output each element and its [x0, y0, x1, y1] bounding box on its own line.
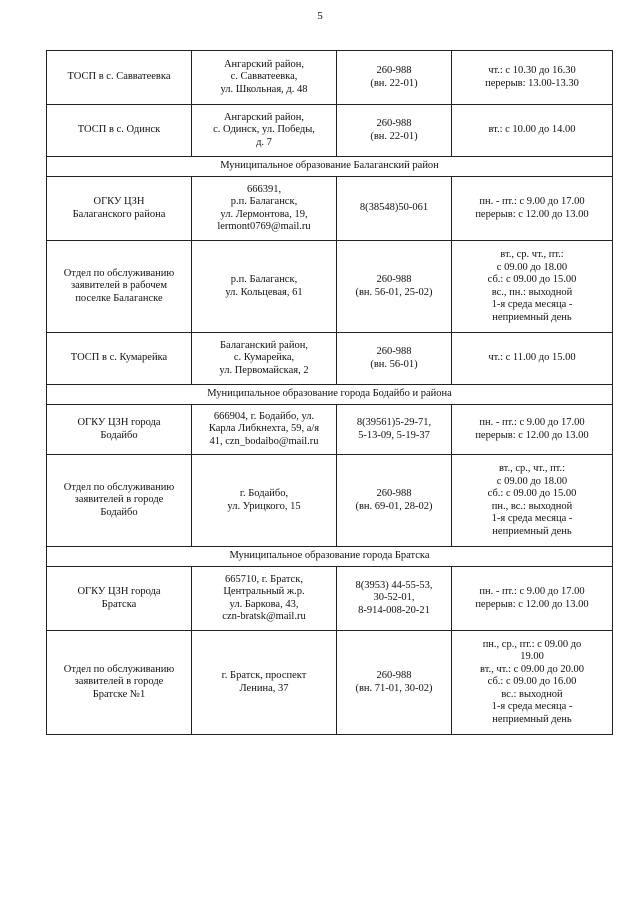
address-cell: р.п. Балаганск, ул. Кольцевая, 61: [192, 241, 337, 333]
section-row: [47, 385, 613, 405]
office-name-cell: Отдел по обслуживанию заявителей в городе Братске №1: [47, 631, 192, 735]
office-name-cell: ОГКУ ЦЗН города Братска: [47, 567, 192, 631]
phone-cell: 260-988 (вн. 71-01, 30-02): [337, 631, 452, 735]
address-cell: Ангарский район, с. Савватеевка, ул. Школьная, д. 48: [192, 51, 337, 105]
hours-cell: вт., ср., чт., пт.: с 09.00 до 18.00 сб.: с 09.00 до 15.00 пн., вс.: выходной 1-я среда месяца - неприемный день: [452, 455, 613, 547]
section-title: Муниципальное образование города Бодайбо и района: [47, 385, 613, 405]
office-name-cell: ОГКУ ЦЗН города Бодайбо: [47, 405, 192, 455]
table-row: [47, 333, 613, 385]
section-title: Муниципальное образование города Братска: [47, 547, 613, 567]
section-row: [47, 157, 613, 177]
office-name-cell: ТОСП в с. Савватеевка: [47, 51, 192, 105]
address-cell: г. Братск, проспект Ленина, 37: [192, 631, 337, 735]
address-cell: 666904, г. Бодайбо, ул. Карла Либкнехта, 59, а/я 41, czn_bodaibo@mail.ru: [192, 405, 337, 455]
phone-cell: 260-988 (вн. 56-01, 25-02): [337, 241, 452, 333]
hours-cell: чт.: с 10.30 до 16.30 перерыв: 13.00-13.30: [452, 51, 613, 105]
address-cell: 665710, г. Братск, Центральный ж.р. ул. Баркова, 43, czn-bratsk@mail.ru: [192, 567, 337, 631]
phone-cell: 260-988 (вн. 56-01): [337, 333, 452, 385]
phone-cell: 260-988 (вн. 69-01, 28-02): [337, 455, 452, 547]
page-number: 5: [317, 10, 323, 22]
phone-cell: 8(3953) 44-55-53, 30-52-01, 8-914-008-20-21: [337, 567, 452, 631]
phone-cell: 8(38548)50-061: [337, 177, 452, 241]
table-row: [47, 241, 613, 333]
table-row: [47, 567, 613, 631]
table-row: [47, 405, 613, 455]
hours-cell: чт.: с 11.00 до 15.00: [452, 333, 613, 385]
office-name-cell: Отдел по обслуживанию заявителей в городе Бодайбо: [47, 455, 192, 547]
hours-cell: пн. - пт.: с 9.00 до 17.00 перерыв: с 12.00 до 13.00: [452, 567, 613, 631]
hours-cell: пн. - пт.: с 9.00 до 17.00 перерыв: с 12.00 до 13.00: [452, 405, 613, 455]
hours-cell: вт.: с 10.00 до 14.00: [452, 105, 613, 157]
phone-cell: 8(39561)5-29-71, 5-13-09, 5-19-37: [337, 405, 452, 455]
table-row: [47, 177, 613, 241]
hours-cell: пн., ср., пт.: с 09.00 до 19.00 вт., чт.: с 09.00 до 20.00 сб.: с 09.00 до 16.00 вс.: выходной 1-я среда месяца - неприемный день: [452, 631, 613, 735]
address-cell: Балаганский район, с. Кумарейка, ул. Первомайская, 2: [192, 333, 337, 385]
table-row: [47, 105, 613, 157]
office-name-cell: Отдел по обслуживанию заявителей в рабочем поселке Балаганске: [47, 241, 192, 333]
office-name-cell: ТОСП в с. Кумарейка: [47, 333, 192, 385]
table-row: [47, 631, 613, 735]
office-name-cell: ТОСП в с. Одинск: [47, 105, 192, 157]
office-name-cell: ОГКУ ЦЗН Балаганского района: [47, 177, 192, 241]
phone-cell: 260-988 (вн. 22-01): [337, 51, 452, 105]
address-cell: Ангарский район, с. Одинск, ул. Победы, д. 7: [192, 105, 337, 157]
section-title: Муниципальное образование Балаганский район: [47, 157, 613, 177]
table-row: [47, 51, 613, 105]
address-cell: 666391, р.п. Балаганск, ул. Лермонтова, 19, lermont0769@mail.ru: [192, 177, 337, 241]
offices-table: [46, 50, 613, 735]
phone-cell: 260-988 (вн. 22-01): [337, 105, 452, 157]
hours-cell: пн. - пт.: с 9.00 до 17.00 перерыв: с 12.00 до 13.00: [452, 177, 613, 241]
hours-cell: вт., ср. чт., пт.: с 09.00 до 18.00 сб.: с 09.00 до 15.00 вс., пн.: выходной 1-я среда месяца - неприемный день: [452, 241, 613, 333]
section-row: [47, 547, 613, 567]
address-cell: г. Бодайбо, ул. Урицкого, 15: [192, 455, 337, 547]
table-row: [47, 455, 613, 547]
